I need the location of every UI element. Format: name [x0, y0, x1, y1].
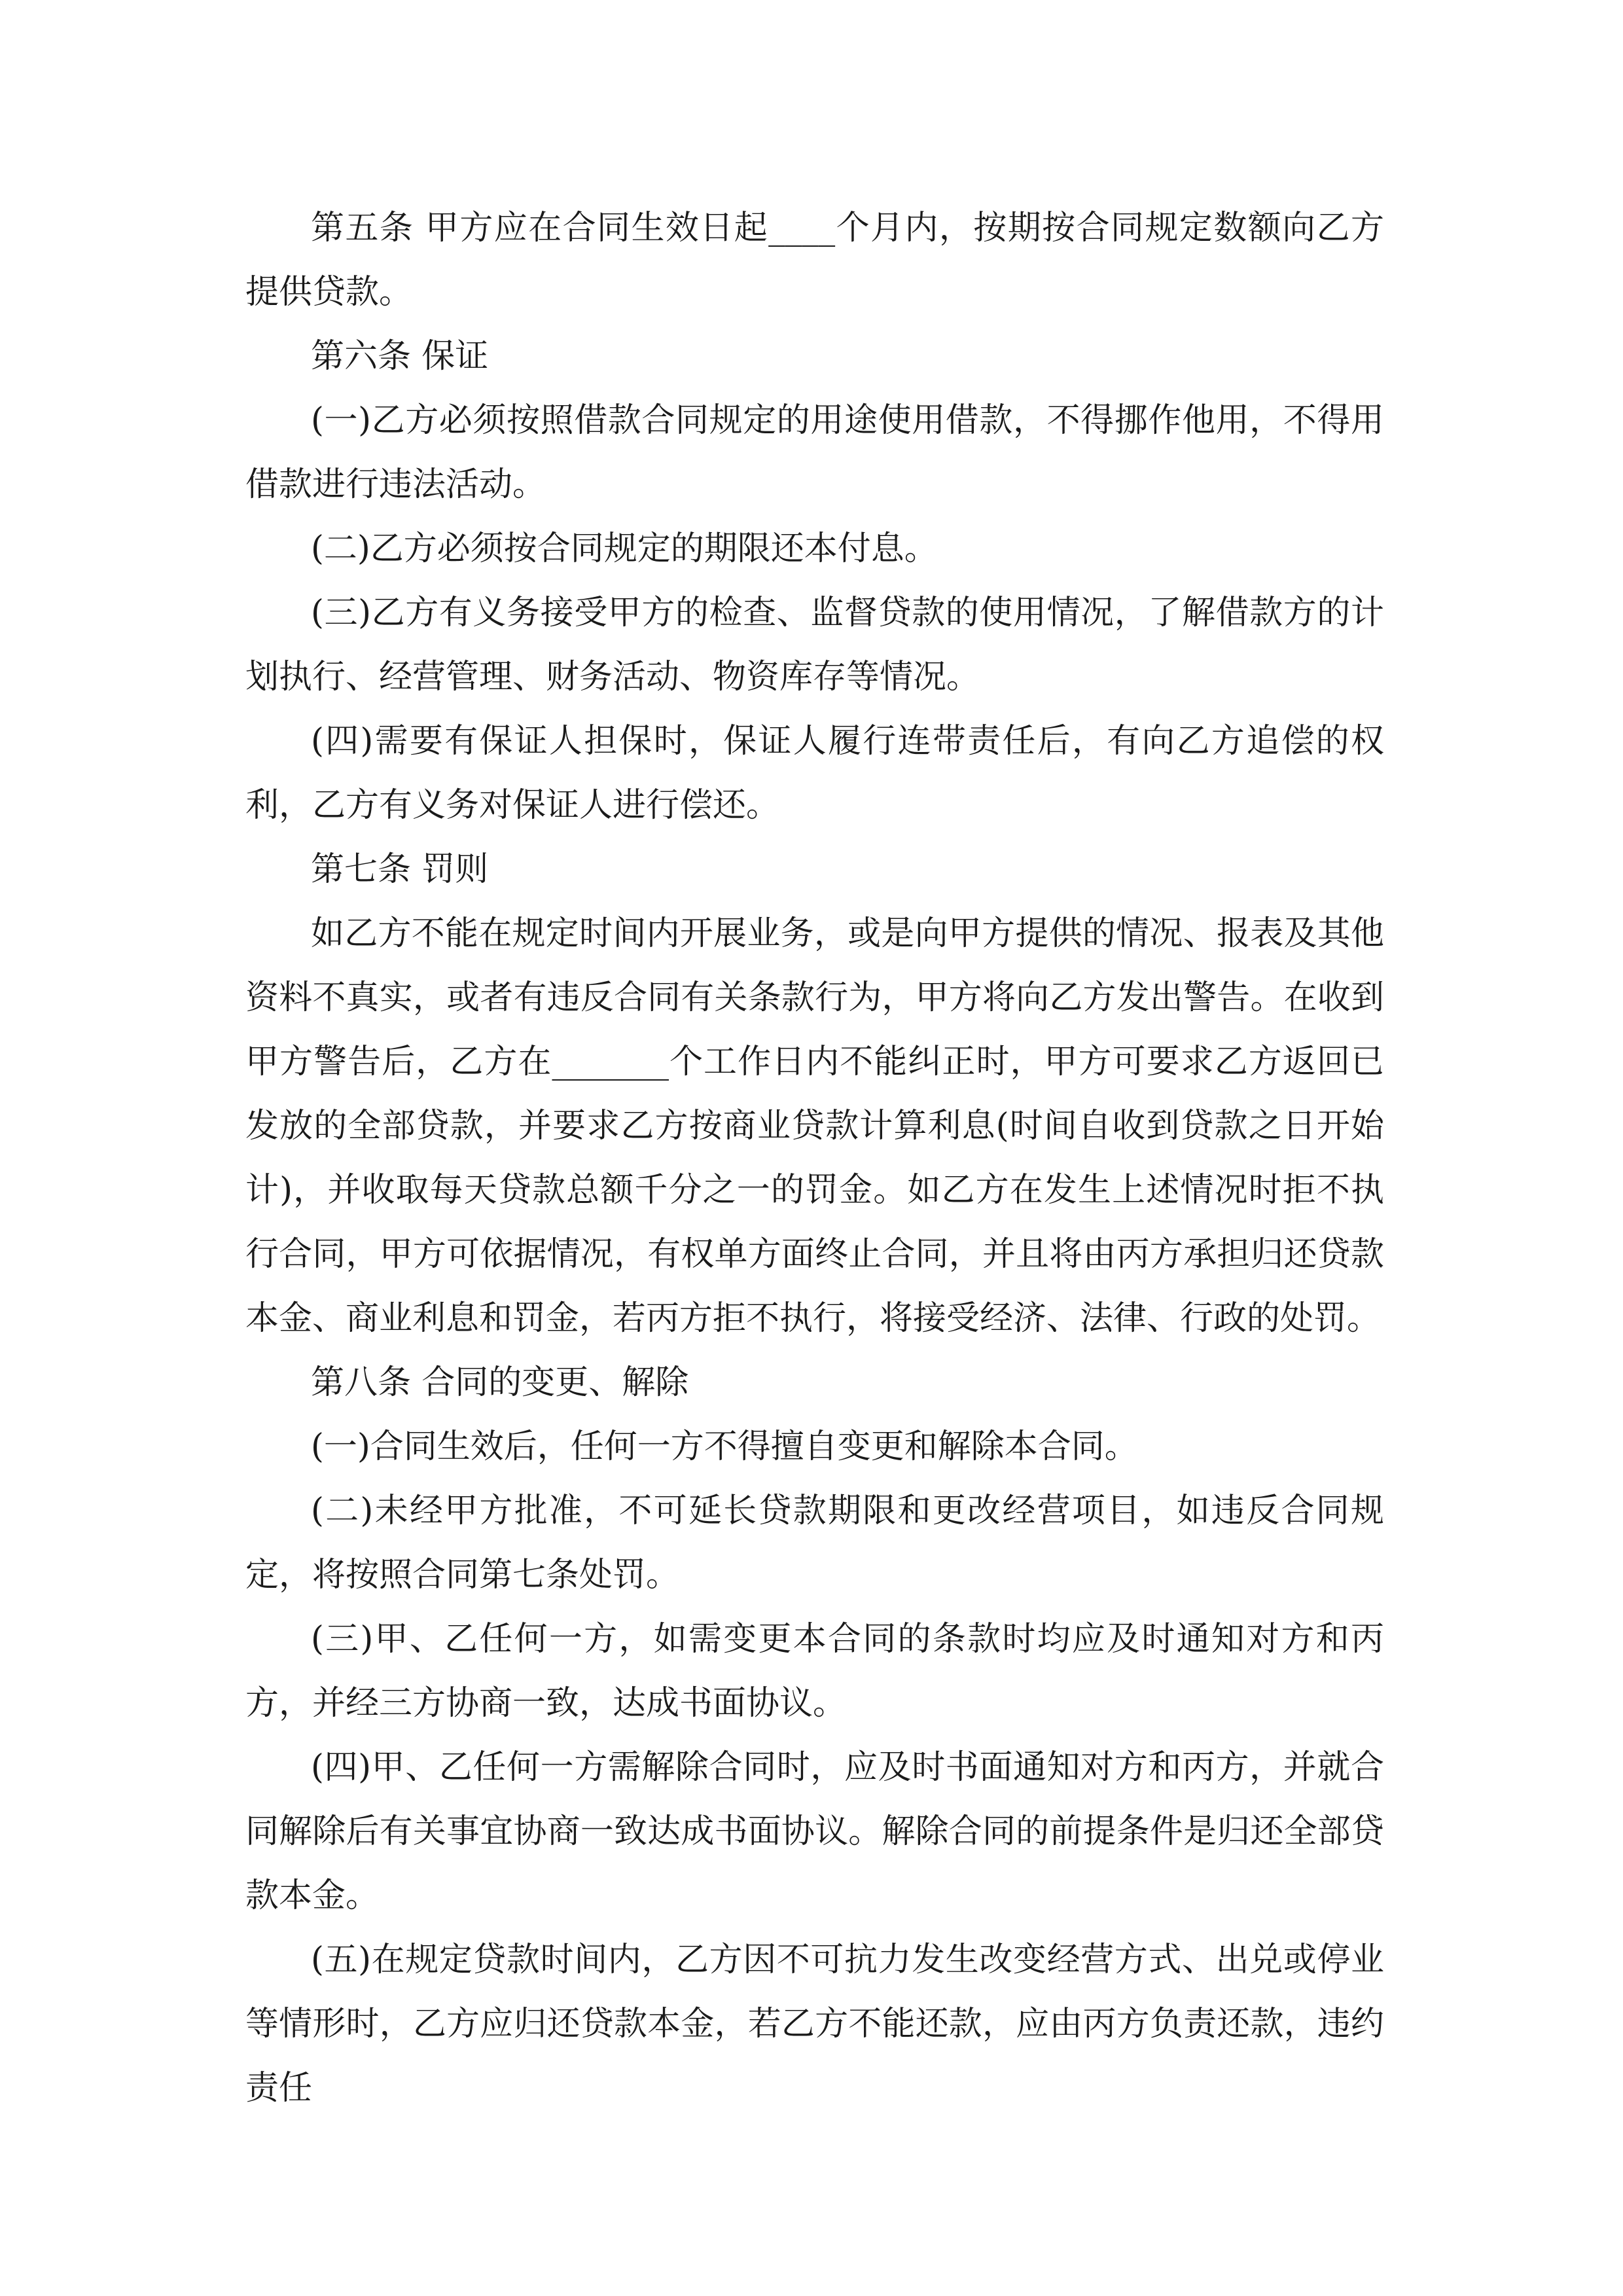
- article-8-clause-2: (二)未经甲方批准，不可延长贷款期限和更改经营项目，如违反合同规定，将按照合同第七条处罚。: [245, 1492, 1384, 1594]
- article-8-heading: 第八条 合同的变更、解除: [311, 1363, 689, 1402]
- article-6-clause-4: (四)需要有保证人担保时，保证人履行连带责任后，有向乙方追偿的权利，乙方有义务对保证人进行偿还。: [245, 722, 1384, 825]
- article-7-paragraph: 如乙方不能在规定时间内开展业务，或是向甲方提供的情况、报表及其他资料不真实，或者有违反合同有关条款行为，甲方将向乙方发出警告。在收到甲方警告后，乙方在_______个工作日内不能纠正时，甲方可要求乙方返回已发放的全部贷款，并要求乙方按商业贷款计算利息(时间自收到贷款之日开始计)，并收取每天贷款总额千分之一的罚金。如乙方在发生上述情况时拒不执行合同，甲方可依据情况，有权单方面终止合同，并且将由丙方承担归还贷款本金、商业利息和罚金，若丙方拒不执行，将接受经济、法律、行政的处罚。: [245, 914, 1384, 1338]
- article-6-clause-3: (三)乙方有义务接受甲方的检查、监督贷款的使用情况，了解借款方的计划执行、经营管理、财务活动、物资库存等情况。: [245, 594, 1384, 696]
- article-8-clause-3: (三)甲、乙任何一方，如需变更本合同的条款时均应及时通知对方和丙方，并经三方协商一致，达成书面协议。: [245, 1620, 1384, 1723]
- article-5-paragraph: 第五条 甲方应在合同生效日起____个月内，按期按合同规定数额向乙方提供贷款。: [245, 209, 1384, 312]
- article-8-clause-1: (一)合同生效后，任何一方不得擅自变更和解除本合同。: [311, 1427, 1138, 1466]
- article-8-clause-4: (四)甲、乙任何一方需解除合同时，应及时书面通知对方和丙方，并就合同解除后有关事宜协商一致达成书面协议。解除合同的前提条件是归还全部贷款本金。: [245, 1748, 1384, 1915]
- article-6-clause-2: (二)乙方必须按合同规定的期限还本付息。: [311, 529, 938, 568]
- document-body: [245, 196, 1384, 2121]
- article-7-heading: 第七条 罚则: [311, 850, 489, 889]
- article-6-clause-1: (一)乙方必须按照借款合同规定的用途使用借款，不得挪作他用，不得用借款进行违法活动。: [245, 401, 1384, 504]
- article-8-clause-5: (五)在规定贷款时间内，乙方因不可抗力发生改变经营方式、出兑或停业等情形时，乙方应归还贷款本金，若乙方不能还款，应由丙方负责还款，违约责任: [245, 1941, 1384, 2108]
- article-6-heading: 第六条 保证: [311, 337, 489, 376]
